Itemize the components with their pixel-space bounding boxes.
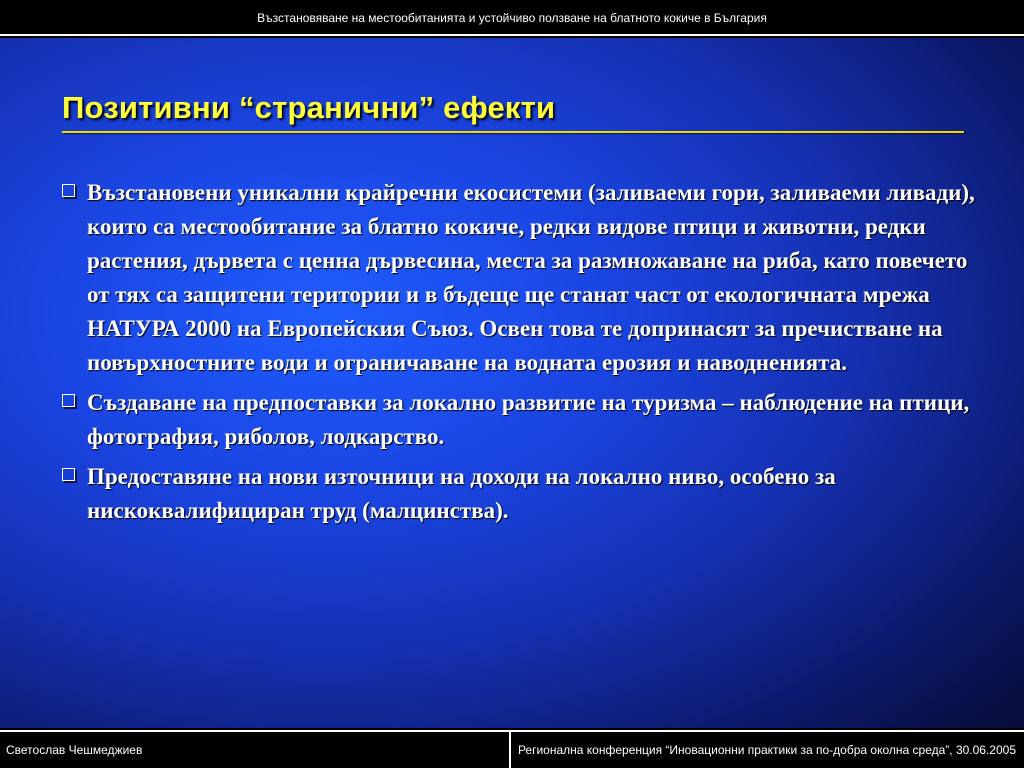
hollow-square-bullet-icon — [62, 184, 75, 197]
bullet-list — [60, 176, 980, 534]
title-underline — [62, 131, 964, 133]
footer-author: Светослав Чешмеджиев — [6, 743, 143, 757]
footer-divider — [509, 732, 511, 768]
bullet-text: Създаване на предпоставки за локално развитие на туризма – наблюдение на птици, фотография, риболов, лодкарство. — [87, 390, 970, 449]
header-text: Възстановяване на местообитанията и устойчиво ползване на блатното кокиче в България — [257, 11, 767, 25]
bullet-text: Предоставяне на нови източници на доходи на локално ниво, особено за нискоквалифициран труд (малцинства). — [87, 464, 836, 523]
bullet-text: Възстановени уникални крайречни екосистеми (заливаеми гори, заливаеми ливади), които са местообитание за блатно кокиче, редки видове птици и животни, редки растения, дървета с ценна дървесина, места за размножаване на риба, като повечето от тях са защитени територии и в бъдеще ще станат част от екологичната мрежа НАТУРА 2000 на Европейския Съюз. Освен това те допринасят за пречистване на повърхностните води и ограничаване на водната ерозия и наводненията. — [87, 180, 975, 375]
hollow-square-bullet-icon — [62, 394, 75, 407]
header-bar — [0, 0, 1024, 36]
footer-bar — [0, 730, 1024, 768]
footer-conference: Регионална конференция “Иновационни практики за по-добра околна среда”, 30.06.2005 — [517, 743, 1016, 757]
bullet-item — [60, 176, 980, 380]
hollow-square-bullet-icon — [62, 468, 75, 481]
bullet-item — [60, 460, 980, 528]
bullet-item — [60, 386, 980, 454]
slide-title: Позитивни “странични” ефекти — [62, 90, 556, 125]
